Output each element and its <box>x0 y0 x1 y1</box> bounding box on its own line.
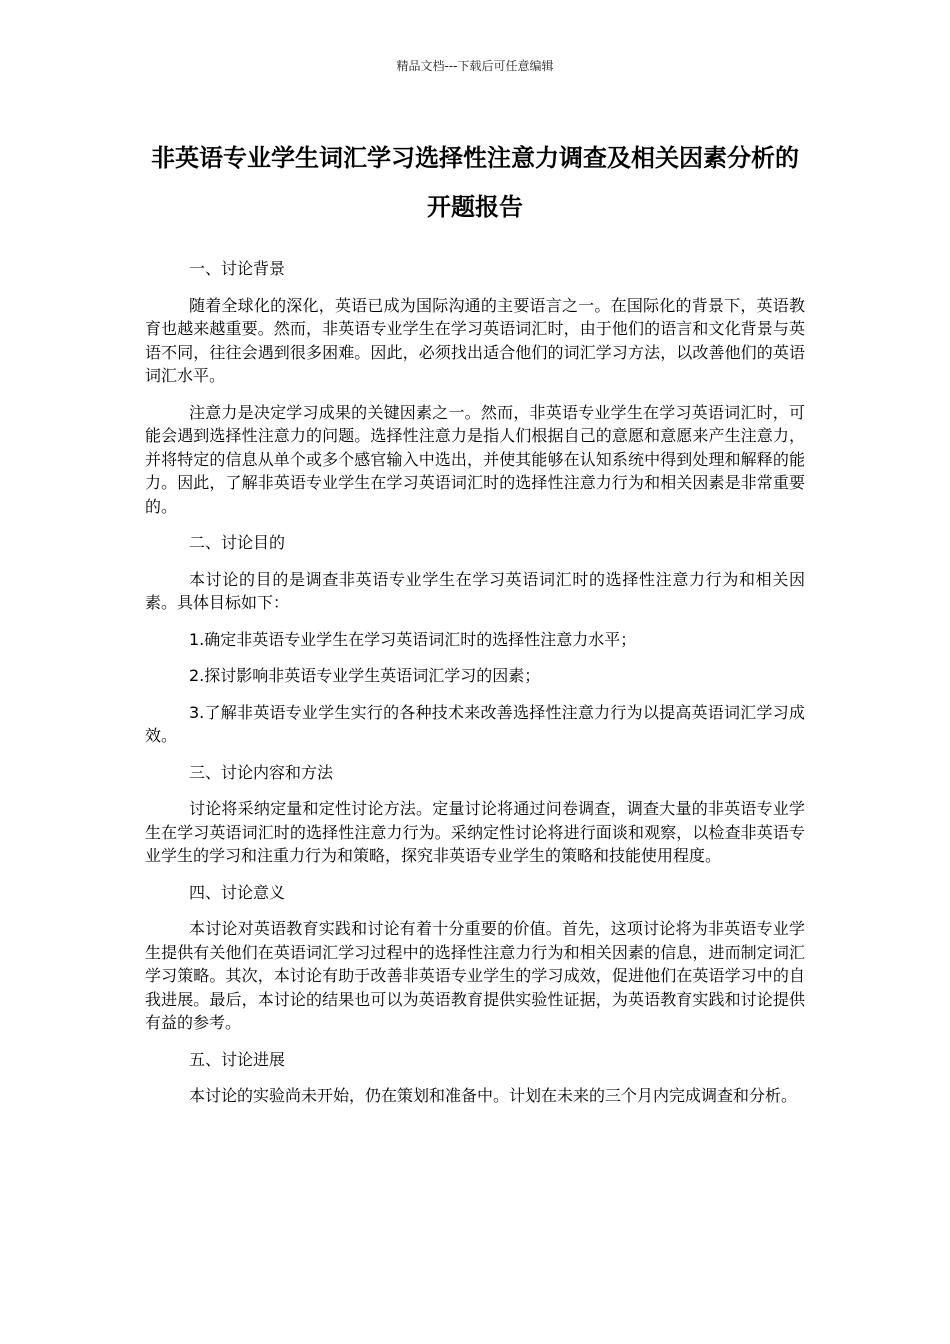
section-heading-background: 一、讨论背景 <box>189 259 286 278</box>
paragraph: 本讨论的目的是调查非英语专业学生在学习英语词汇时的选择性注意力行为和相关因素。具体目标如下： <box>145 569 805 612</box>
list-item: 1.确定非英语专业学生在学习英语词汇时的选择性注意力水平； <box>189 629 637 649</box>
paragraph: 本讨论的实验尚未开始，仍在策划和准备中。计划在未来的三个月内完成调查和分析。 <box>189 1086 798 1105</box>
paragraph: 讨论将采纳定量和定性讨论方法。定量讨论将通过问卷调查，调查大量的非英语专业学生在学习英语词汇时的选择性注意力行为。采纳定性讨论将进行面谈和观察，以检查非英语专业学生的学习和注重力行为和策略，探究非英语专业学生的策略和技能使用程度。 <box>145 799 805 865</box>
section-heading-purpose: 二、讨论目的 <box>189 533 286 552</box>
header-note: 精品文档---下载后可任意编辑 <box>396 59 554 73</box>
document-title: 非英语专业学生词汇学习选择性注意力调查及相关因素分析的开题报告 <box>151 144 799 221</box>
section-heading-progress: 五、讨论进展 <box>189 1049 286 1069</box>
section-heading-significance: 四、讨论意义 <box>189 882 286 902</box>
paragraph: 注意力是决定学习成果的关键因素之一。然而，非英语专业学生在学习英语词汇时，可能会遇到选择性注意力的问题。选择性注意力是指人们根据自己的意愿和意愿来产生注意力，并将特定的信息从单个或多个感官输入中选出，并使其能够在认知系统中得到处理和解释的能力。因此，了解非英语专业学生在学习英语词汇时的选择性注意力行为和相关因素是非常重要的。 <box>145 402 805 516</box>
document-body <box>145 257 805 1121</box>
paragraph: 随着全球化的深化，英语已成为国际沟通的主要语言之一。在国际化的背景下，英语教育也越来越重要。然而，非英语专业学生在学习英语词汇时，由于他们的语言和文化背景与英语不同，往往会遇到很多困难。因此，必须找出适合他们的词汇学习方法，以改善他们的英语词汇水平。 <box>145 295 805 385</box>
list-item: 2.探讨影响非英语专业学生英语词汇学习的因素； <box>189 666 541 685</box>
list-item: 3.了解非英语专业学生实行的各种技术来改善选择性注意力行为以提高英语词汇学习成效。 <box>145 702 805 745</box>
paragraph: 本讨论对英语教育实践和讨论有着十分重要的价值。首先，这项讨论将为非英语专业学生提供有关他们在英语词汇学习过程中的选择性注意力行为和相关因素的信息，进而制定词汇学习策略。其次，本讨论有助于改善非英语专业学生的学习成效，促进他们在英语学习中的自我进展。最后，本讨论的结果也可以为英语教育提供实验性证据，为英语教育实践和讨论提供有益的参考。 <box>145 919 805 1032</box>
section-heading-content-method: 三、讨论内容和方法 <box>189 762 334 782</box>
